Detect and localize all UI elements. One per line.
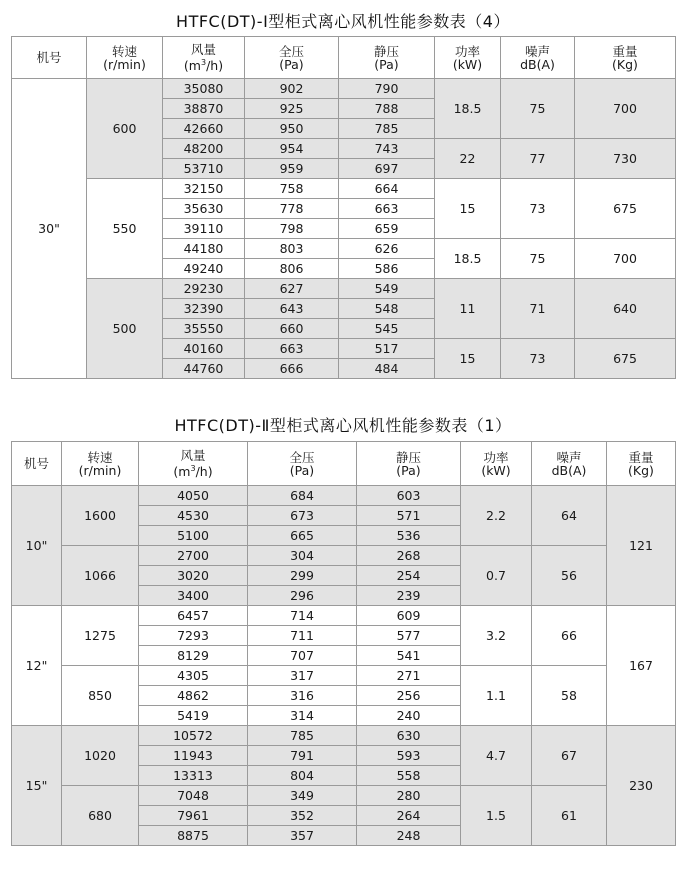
flow-cell: 2700	[139, 546, 248, 566]
total-pressure-cell: 806	[245, 259, 339, 279]
noise-cell: 73	[501, 179, 575, 239]
flow-cell: 11943	[139, 746, 248, 766]
noise-cell: 58	[532, 666, 607, 726]
flow-cell: 39110	[163, 219, 245, 239]
static-pressure-cell: 517	[339, 339, 435, 359]
flow-cell: 35550	[163, 319, 245, 339]
power-cell: 15	[435, 179, 501, 239]
static-pressure-cell: 785	[339, 119, 435, 139]
total-pressure-cell: 663	[245, 339, 339, 359]
static-pressure-cell: 603	[357, 486, 461, 506]
table1	[11, 36, 676, 379]
flow-cell: 29230	[163, 279, 245, 299]
weight-cell: 700	[575, 79, 676, 139]
flow-cell: 42660	[163, 119, 245, 139]
static-pressure-cell: 697	[339, 159, 435, 179]
static-pressure-cell: 484	[339, 359, 435, 379]
power-cell: 18.5	[435, 79, 501, 139]
machine-cell: 30"	[12, 79, 87, 379]
header-static-pressure: 静压 (Pa)	[357, 442, 461, 486]
header-model: 机号	[12, 442, 62, 486]
speed-cell: 1066	[62, 546, 139, 606]
machine-cell: 15"	[12, 726, 62, 846]
noise-cell: 56	[532, 546, 607, 606]
table2-header-row	[12, 442, 676, 486]
total-pressure-cell: 684	[248, 486, 357, 506]
total-pressure-cell: 666	[245, 359, 339, 379]
total-pressure-cell: 627	[245, 279, 339, 299]
total-pressure-cell: 660	[245, 319, 339, 339]
static-pressure-cell: 548	[339, 299, 435, 319]
flow-cell: 4050	[139, 486, 248, 506]
flow-cell: 13313	[139, 766, 248, 786]
header-noise: 噪声 dB(A)	[532, 442, 607, 486]
flow-cell: 40160	[163, 339, 245, 359]
static-pressure-cell: 254	[357, 566, 461, 586]
weight-cell: 675	[575, 339, 676, 379]
weight-cell: 121	[607, 486, 676, 606]
power-cell: 4.7	[461, 726, 532, 786]
table-row	[12, 726, 676, 746]
header-total-pressure: 全压 (Pa)	[248, 442, 357, 486]
static-pressure-cell: 549	[339, 279, 435, 299]
total-pressure-cell: 925	[245, 99, 339, 119]
header-speed: 转速 (r/min)	[87, 37, 163, 79]
header-flow: 风量 $(m^3/h)$	[163, 37, 245, 79]
flow-cell: 7048	[139, 786, 248, 806]
total-pressure-cell: 798	[245, 219, 339, 239]
flow-cell: 4530	[139, 506, 248, 526]
flow-cell: 48200	[163, 139, 245, 159]
speed-cell: 500	[87, 279, 163, 379]
flow-cell: 38870	[163, 99, 245, 119]
noise-cell: 75	[501, 239, 575, 279]
flow-cell: 35630	[163, 199, 245, 219]
total-pressure-cell: 304	[248, 546, 357, 566]
power-cell: 15	[435, 339, 501, 379]
static-pressure-cell: 536	[357, 526, 461, 546]
total-pressure-cell: 959	[245, 159, 339, 179]
total-pressure-cell: 950	[245, 119, 339, 139]
header-noise: 噪声 dB(A)	[501, 37, 575, 79]
static-pressure-cell: 586	[339, 259, 435, 279]
static-pressure-cell: 659	[339, 219, 435, 239]
static-pressure-cell: 609	[357, 606, 461, 626]
power-cell: 18.5	[435, 239, 501, 279]
table-row	[12, 786, 676, 806]
static-pressure-cell: 268	[357, 546, 461, 566]
total-pressure-cell: 357	[248, 826, 357, 846]
static-pressure-cell: 264	[357, 806, 461, 826]
flow-cell: 32150	[163, 179, 245, 199]
static-pressure-cell: 571	[357, 506, 461, 526]
table-row	[12, 486, 676, 506]
total-pressure-cell: 673	[248, 506, 357, 526]
table-row	[12, 606, 676, 626]
power-cell: 0.7	[461, 546, 532, 606]
weight-cell: 230	[607, 726, 676, 846]
total-pressure-cell: 902	[245, 79, 339, 99]
table-row	[12, 79, 676, 99]
flow-cell: 7961	[139, 806, 248, 826]
speed-cell: 550	[87, 179, 163, 279]
weight-cell: 700	[575, 239, 676, 279]
static-pressure-cell: 663	[339, 199, 435, 219]
static-pressure-cell: 593	[357, 746, 461, 766]
power-cell: 2.2	[461, 486, 532, 546]
header-power: 功率 (kW)	[461, 442, 532, 486]
total-pressure-cell: 711	[248, 626, 357, 646]
flow-cell: 53710	[163, 159, 245, 179]
weight-cell: 675	[575, 179, 676, 239]
table-row	[12, 279, 676, 299]
weight-cell: 167	[607, 606, 676, 726]
table-row	[12, 666, 676, 686]
table1-header-row	[12, 37, 676, 79]
static-pressure-cell: 788	[339, 99, 435, 119]
power-cell: 1.1	[461, 666, 532, 726]
total-pressure-cell: 349	[248, 786, 357, 806]
total-pressure-cell: 352	[248, 806, 357, 826]
header-speed: 转速 (r/min)	[62, 442, 139, 486]
total-pressure-cell: 758	[245, 179, 339, 199]
header-weight: 重量 (Kg)	[575, 37, 676, 79]
header-weight: 重量 (Kg)	[607, 442, 676, 486]
speed-cell: 1020	[62, 726, 139, 786]
total-pressure-cell: 804	[248, 766, 357, 786]
static-pressure-cell: 743	[339, 139, 435, 159]
noise-cell: 75	[501, 79, 575, 139]
noise-cell: 77	[501, 139, 575, 179]
flow-cell: 6457	[139, 606, 248, 626]
total-pressure-cell: 791	[248, 746, 357, 766]
static-pressure-cell: 239	[357, 586, 461, 606]
total-pressure-cell: 317	[248, 666, 357, 686]
static-pressure-cell: 545	[339, 319, 435, 339]
total-pressure-cell: 314	[248, 706, 357, 726]
flow-cell: 35080	[163, 79, 245, 99]
flow-cell: 8875	[139, 826, 248, 846]
flow-cell: 32390	[163, 299, 245, 319]
total-pressure-cell: 299	[248, 566, 357, 586]
static-pressure-cell: 790	[339, 79, 435, 99]
weight-cell: 640	[575, 279, 676, 339]
flow-cell: 3400	[139, 586, 248, 606]
speed-cell: 850	[62, 666, 139, 726]
flow-cell: 7293	[139, 626, 248, 646]
flow-cell: 44760	[163, 359, 245, 379]
flow-cell: 4862	[139, 686, 248, 706]
static-pressure-cell: 558	[357, 766, 461, 786]
speed-cell: 600	[87, 79, 163, 179]
static-pressure-cell: 664	[339, 179, 435, 199]
total-pressure-cell: 643	[245, 299, 339, 319]
weight-cell: 730	[575, 139, 676, 179]
table-row	[12, 179, 676, 199]
noise-cell: 66	[532, 606, 607, 666]
flow-cell: 10572	[139, 726, 248, 746]
static-pressure-cell: 626	[339, 239, 435, 259]
power-cell: 1.5	[461, 786, 532, 846]
total-pressure-cell: 778	[245, 199, 339, 219]
total-pressure-cell: 714	[248, 606, 357, 626]
header-total-pressure: 全压 (Pa)	[245, 37, 339, 79]
static-pressure-cell: 271	[357, 666, 461, 686]
speed-cell: 680	[62, 786, 139, 846]
total-pressure-cell: 707	[248, 646, 357, 666]
total-pressure-cell: 954	[245, 139, 339, 159]
header-power: 功率 (kW)	[435, 37, 501, 79]
noise-cell: 64	[532, 486, 607, 546]
total-pressure-cell: 665	[248, 526, 357, 546]
noise-cell: 61	[532, 786, 607, 846]
noise-cell: 73	[501, 339, 575, 379]
total-pressure-cell: 803	[245, 239, 339, 259]
total-pressure-cell: 316	[248, 686, 357, 706]
static-pressure-cell: 630	[357, 726, 461, 746]
flow-cell: 4305	[139, 666, 248, 686]
flow-cell: 3020	[139, 566, 248, 586]
header-static-pressure: 静压 (Pa)	[339, 37, 435, 79]
power-cell: 22	[435, 139, 501, 179]
speed-cell: 1600	[62, 486, 139, 546]
static-pressure-cell: 248	[357, 826, 461, 846]
noise-cell: 67	[532, 726, 607, 786]
power-cell: 3.2	[461, 606, 532, 666]
static-pressure-cell: 280	[357, 786, 461, 806]
static-pressure-cell: 577	[357, 626, 461, 646]
header-flow: 风量 $(m^3/h)$	[139, 442, 248, 486]
flow-cell: 5100	[139, 526, 248, 546]
static-pressure-cell: 240	[357, 706, 461, 726]
power-cell: 11	[435, 279, 501, 339]
machine-cell: 12"	[12, 606, 62, 726]
noise-cell: 71	[501, 279, 575, 339]
flow-cell: 44180	[163, 239, 245, 259]
flow-cell: 8129	[139, 646, 248, 666]
table1-title: HTFC(DT)-Ⅰ型柜式离心风机性能参数表（4）	[176, 12, 510, 31]
total-pressure-cell: 296	[248, 586, 357, 606]
table2	[11, 441, 676, 846]
static-pressure-cell: 541	[357, 646, 461, 666]
table-row	[12, 546, 676, 566]
table2-title: HTFC(DT)-Ⅱ型柜式离心风机性能参数表（1）	[174, 416, 512, 435]
total-pressure-cell: 785	[248, 726, 357, 746]
flow-cell: 49240	[163, 259, 245, 279]
machine-cell: 10"	[12, 486, 62, 606]
static-pressure-cell: 256	[357, 686, 461, 706]
flow-cell: 5419	[139, 706, 248, 726]
header-model: 机号	[12, 37, 87, 79]
speed-cell: 1275	[62, 606, 139, 666]
